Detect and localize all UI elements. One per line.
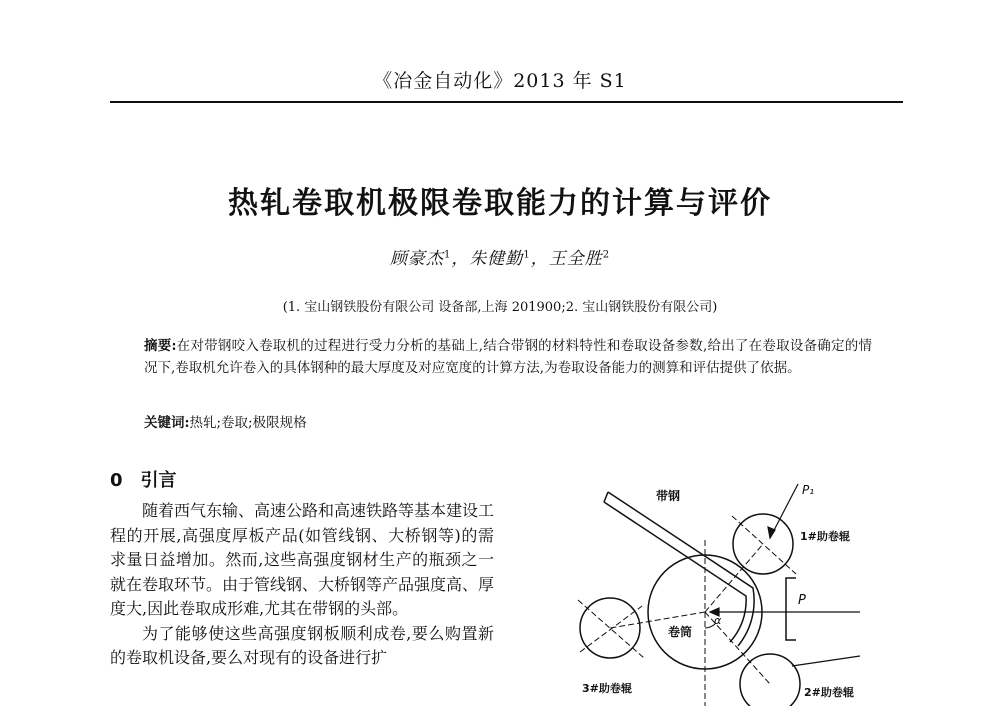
body-text bbox=[110, 499, 494, 671]
strip-outer-edge bbox=[608, 492, 754, 646]
wrapper-roll-2 bbox=[740, 654, 800, 706]
keywords bbox=[144, 412, 872, 434]
abstract-label: 摘要: bbox=[144, 338, 177, 354]
author-name: 顾豪杰 bbox=[389, 249, 444, 269]
author-affiliation-mark: 2 bbox=[602, 249, 611, 261]
label-strip: 带钢 bbox=[656, 489, 681, 503]
guide-bracket bbox=[786, 578, 796, 640]
label-angle: α bbox=[714, 614, 722, 627]
affiliation: (1. 宝山钢铁股份有限公司 设备部,上海 201900;2. 宝山钢铁股份有限公司) bbox=[282, 300, 718, 315]
roll3-cross bbox=[580, 606, 642, 652]
paragraph: 随着西气东输、高速公路和高速铁路等基本建设工程的开展,高强度厚板产品(如管线钢、大桥钢等)的需求量日益增加。然而,这些高强度钢材生产的瓶颈之一就在卷取环节。由于管线钢、大桥钢等产品强度高、厚度大,因此卷取成形难,尤其在带钢的头部。 bbox=[110, 501, 495, 618]
paper-title: 热轧卷取机极限卷取能力的计算与评价 bbox=[228, 186, 772, 221]
author-affiliation-mark: 1 bbox=[443, 249, 452, 261]
abstract bbox=[144, 335, 872, 379]
author-affiliation-mark: 1 bbox=[523, 249, 531, 261]
author-separator: ， bbox=[530, 249, 549, 269]
label-force-p: P bbox=[798, 593, 806, 608]
coiler-diagram bbox=[560, 470, 900, 706]
keywords-label: 关键词: bbox=[144, 415, 190, 431]
roll2-leader bbox=[792, 656, 860, 666]
journal-header: 《冶金自动化》2013 年 S1 bbox=[373, 70, 627, 92]
author-name: 朱健勤 bbox=[469, 249, 524, 269]
header-rule bbox=[110, 101, 903, 103]
coiler-diagram-svg bbox=[560, 470, 900, 706]
label-roll-1: 1#助卷辊 bbox=[800, 530, 850, 543]
label-roll-2: 2#助卷辊 bbox=[804, 686, 854, 699]
author-separator: ， bbox=[451, 249, 470, 269]
paragraph: 为了能够使这些高强度钢板顺利成卷,要么购置新的卷取机设备,要么对现有的设备进行扩 bbox=[110, 623, 494, 667]
label-roll-3: 3#助卷辊 bbox=[582, 682, 632, 695]
section-number: 0 bbox=[110, 470, 123, 491]
strip-end bbox=[604, 492, 608, 502]
keywords-text: 热轧;卷取;极限规格 bbox=[189, 415, 307, 431]
author-list bbox=[0, 244, 1000, 269]
wrapper-roll-3 bbox=[580, 598, 640, 658]
strip-inner-edge bbox=[604, 502, 746, 642]
label-mandrel: 卷筒 bbox=[668, 625, 693, 639]
abstract-text: 在对带钢咬入卷取机的过程进行受力分析的基础上,结合带钢的材料特性和卷取设备参数,给出了在卷取设备确定的情况下,卷取机允许卷入的具体钢种的最大厚度及对应宽度的计算方法,为卷取设备能力的测算和评估提供了依据。 bbox=[144, 338, 872, 376]
section-heading bbox=[110, 466, 177, 492]
force-p1-arrowhead bbox=[768, 527, 775, 538]
author-name: 王全胜 bbox=[548, 249, 603, 269]
label-force-p1: P₁ bbox=[802, 483, 815, 497]
section-title: 引言 bbox=[140, 470, 177, 491]
